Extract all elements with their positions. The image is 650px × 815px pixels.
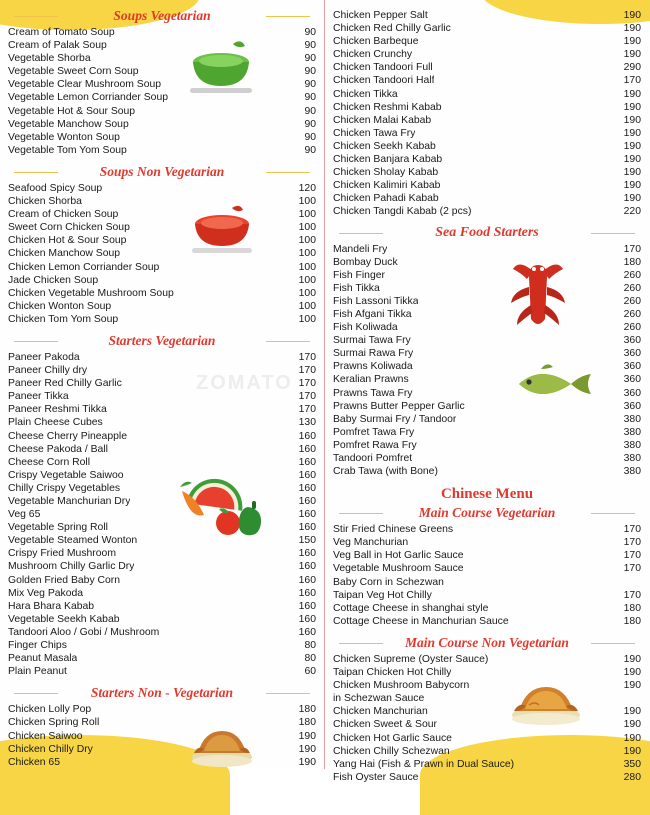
menu-row: Taipan Chicken Hot Chilly 190: [333, 667, 641, 679]
menu-row: Chicken Shorba 100: [8, 196, 316, 208]
menu-row: Veg 65 160: [8, 509, 316, 521]
menu-row: Chicken Barbeque 190: [333, 36, 641, 48]
menu-row: Vegetable Tom Yom Soup 90: [8, 144, 316, 156]
menu-row: Chicken Manchow Soup 100: [8, 248, 316, 260]
menu-row: Cottage Cheese in Manchurian Sauce 180: [333, 615, 641, 627]
section-items-main-course-non-vegetarian: [333, 653, 641, 784]
menu-row: Surmai Tawa Fry 360: [333, 335, 641, 347]
menu-row: Bombay Duck 180: [333, 256, 641, 268]
section-title-soups-non-vegetarian: Soups Non Vegetarian: [8, 164, 316, 180]
menu-row: Cheese Corn Roll 160: [8, 456, 316, 468]
menu-row: Vegetable Manchurian Dry 160: [8, 496, 316, 507]
menu-row: Crab Tawa (with Bone) 380: [333, 466, 641, 478]
menu-row: Chicken Crunchy 190: [333, 49, 641, 61]
menu-row: in Schezwan Sauce: [333, 693, 425, 705]
section-title-sea-food-starters: Sea Food Starters: [333, 225, 641, 241]
menu-row: Chicken Spring Roll 180: [8, 717, 316, 729]
menu-row: Golden Fried Baby Corn 160: [8, 574, 316, 586]
menu-row: Mandeli Fry 170: [333, 243, 641, 255]
menu-row: Seafood Spicy Soup 120: [8, 182, 316, 194]
menu-row: Fish Lassoni Tikka 260: [333, 295, 641, 307]
watermark: ZOMATO: [196, 372, 293, 394]
menu-row: Plain Peanut 60: [8, 666, 316, 678]
section-items-chicken-starters-continued: [333, 9, 641, 219]
menu-row: Fish Afgani Tikka 260: [333, 308, 641, 320]
menu-row: Fish Tikka 260: [333, 282, 641, 294]
menu-row: Keralian Prawns 360: [333, 374, 641, 386]
menu-row: Chicken Wonton Soup 100: [8, 300, 316, 312]
menu-row: Chicken Red Chilly Garlic 190: [333, 23, 641, 35]
menu-row: Chicken Mushroom Babycorn 190: [333, 680, 641, 692]
chinese-menu-heading: Chinese Menu: [440, 486, 534, 503]
menu-row: Chicken Hot Garlic Sauce 190: [333, 732, 641, 744]
menu-row: Cream of Palak Soup 90: [8, 40, 316, 52]
menu-row: Chicken Lolly Pop 180: [8, 704, 316, 716]
section-items-starters-non-vegetarian: [8, 703, 316, 768]
menu-row: Jade Chicken Soup 100: [8, 274, 316, 286]
section-items-starters-vegetarian: [8, 351, 316, 678]
menu-row: Chilly Crispy Vegetables 160: [8, 482, 316, 494]
menu-row: Fish Oyster Sauce 280: [333, 771, 641, 783]
menu-row: Chicken Tangdi Kabab (2 pcs) 220: [333, 206, 641, 218]
menu-row: Vegetable Mushroom Sauce 170: [333, 563, 641, 575]
menu-row: Stir Fried Chinese Greens 170: [333, 524, 641, 536]
menu-row: Cream of Chicken Soup 100: [8, 209, 316, 221]
menu-row: Chicken Tikka 190: [333, 88, 641, 100]
section-title-soups-vegetarian: Soups Vegetarian: [8, 8, 316, 24]
menu-row: Taipan Veg Hot Chilly 170: [333, 589, 641, 601]
menu-row: Chicken Hot & Sour Soup 100: [8, 235, 316, 247]
menu-row: Hara Bhara Kabab 160: [8, 600, 316, 612]
menu-row: Vegetable Shorba 90: [8, 53, 316, 65]
menu-row: Paneer Pakoda 170: [8, 351, 316, 363]
menu-row: Prawns Butter Pepper Garlic 360: [333, 400, 641, 412]
section-items-soups-non-vegetarian: [8, 182, 316, 326]
menu-row: Pomfret Tawa Fry 380: [333, 426, 641, 438]
menu-row: Chicken Sholay Kabab 190: [333, 167, 641, 179]
menu-row: Chicken Pahadi Kabab 190: [333, 193, 641, 205]
section-items-soups-vegetarian: [8, 26, 316, 157]
menu-row: Fish Koliwada 260: [333, 322, 641, 334]
section-title-starters-non-vegetarian: Starters Non - Vegetarian: [8, 685, 316, 701]
menu-row: Veg Manchurian 170: [333, 537, 641, 549]
menu-row: Cheese Pakoda / Ball 160: [8, 443, 316, 455]
menu-row: Chicken Vegetable Mushroom Soup 100: [8, 287, 316, 299]
menu-row: Chicken Supreme (Oyster Sauce) 190: [333, 653, 641, 665]
menu-row: Chicken Tandoori Full 290: [333, 62, 641, 74]
menu-row: Crispy Fried Mushroom 160: [8, 548, 316, 560]
menu-row: Veg Ball in Hot Garlic Sauce 170: [333, 550, 641, 562]
menu-row: Crispy Vegetable Saiwoo 160: [8, 469, 316, 481]
menu-row: Chicken Tom Yom Soup 100: [8, 313, 316, 325]
menu-row: Paneer Reshmi Tikka 170: [8, 404, 316, 416]
menu-row: Mushroom Chilly Garlic Dry 160: [8, 561, 316, 573]
menu-row: Tandoori Pomfret 380: [333, 453, 641, 464]
menu-row: Chicken Pepper Salt 190: [333, 10, 641, 21]
menu-row: Tandoori Aloo / Gobi / Mushroom 160: [8, 626, 316, 638]
menu-row: Cream of Tomato Soup 90: [8, 27, 316, 38]
menu-row: Yang Hai (Fish & Prawn in Dual Sauce) 350: [333, 758, 641, 770]
menu-row: Chicken Manchurian 190: [333, 706, 641, 718]
menu-row: Chicken Reshmi Kabab 190: [333, 101, 641, 113]
menu-row: Peanut Masala 80: [8, 653, 316, 665]
menu-row: Chicken Malai Kabab 190: [333, 114, 641, 126]
menu-row: Chicken Chilly Dry 190: [8, 743, 316, 755]
menu-row: Vegetable Steamed Wonton 150: [8, 535, 316, 547]
menu-row: Vegetable Wonton Soup 90: [8, 131, 316, 143]
menu-row: Plain Cheese Cubes 130: [8, 417, 316, 429]
menu-row: Chicken Saiwoo 190: [8, 730, 316, 742]
menu-row: Chicken Banjara Kabab 190: [333, 154, 641, 166]
section-items-sea-food-starters: [333, 243, 641, 479]
menu-row: Fish Finger 260: [333, 269, 641, 281]
menu-row: Paneer Chilly dry 170: [8, 365, 316, 377]
menu-row: Surmai Rawa Fry 360: [333, 348, 641, 360]
menu-row: Chicken Tawa Fry 190: [333, 127, 641, 139]
menu-row: Baby Corn in Schezwan: [333, 576, 444, 588]
menu-row: Chicken Chilly Schezwan 190: [333, 745, 641, 757]
menu-row: Vegetable Manchow Soup 90: [8, 118, 316, 130]
menu-row: Pomfret Rawa Fry 380: [333, 439, 641, 451]
menu-row: Cottage Cheese in shanghai style 180: [333, 602, 641, 614]
menu-row: Vegetable Hot & Sour Soup 90: [8, 105, 316, 117]
menu-row: Chicken Sweet & Sour 190: [333, 719, 641, 731]
menu-row: Vegetable Sweet Corn Soup 90: [8, 66, 316, 78]
menu-row: Baby Surmai Fry / Tandoor 380: [333, 413, 641, 425]
menu-row: Prawns Koliwada 360: [333, 361, 641, 373]
menu-row: Vegetable Lemon Corriander Soup 90: [8, 92, 316, 104]
menu-row: Vegetable Clear Mushroom Soup 90: [8, 79, 316, 91]
menu-row: Chicken Tandoori Half 170: [333, 75, 641, 87]
menu-row: Vegetable Spring Roll 160: [8, 522, 316, 534]
section-title-main-course-non-vegetarian: Main Course Non Vegetarian: [333, 635, 641, 651]
menu-row: Sweet Corn Chicken Soup 100: [8, 222, 316, 234]
menu-row: Vegetable Seekh Kabab 160: [8, 613, 316, 625]
menu-row: Chicken Kalimiri Kabab 190: [333, 180, 641, 192]
menu-row: Cheese Cherry Pineapple 160: [8, 430, 316, 442]
menu-row: Paneer Tikka 170: [8, 391, 316, 403]
section-title-main-course-vegetarian: Main Course Vegetarian: [333, 505, 641, 521]
menu-row: Paneer Red Chilly Garlic 170: [8, 378, 316, 390]
menu-row: Chicken Seekh Kabab 190: [333, 140, 641, 152]
menu-row: Mix Veg Pakoda 160: [8, 587, 316, 599]
section-title-starters-vegetarian: Starters Vegetarian: [8, 333, 316, 349]
menu-row: Chicken Lemon Corriander Soup 100: [8, 261, 316, 273]
right-column: [325, 0, 649, 783]
menu-row: Chicken 65 190: [8, 756, 316, 768]
menu-row: Prawns Tawa Fry 360: [333, 387, 641, 399]
section-items-main-course-vegetarian: [333, 523, 641, 628]
menu-row: Finger Chips 80: [8, 640, 316, 652]
